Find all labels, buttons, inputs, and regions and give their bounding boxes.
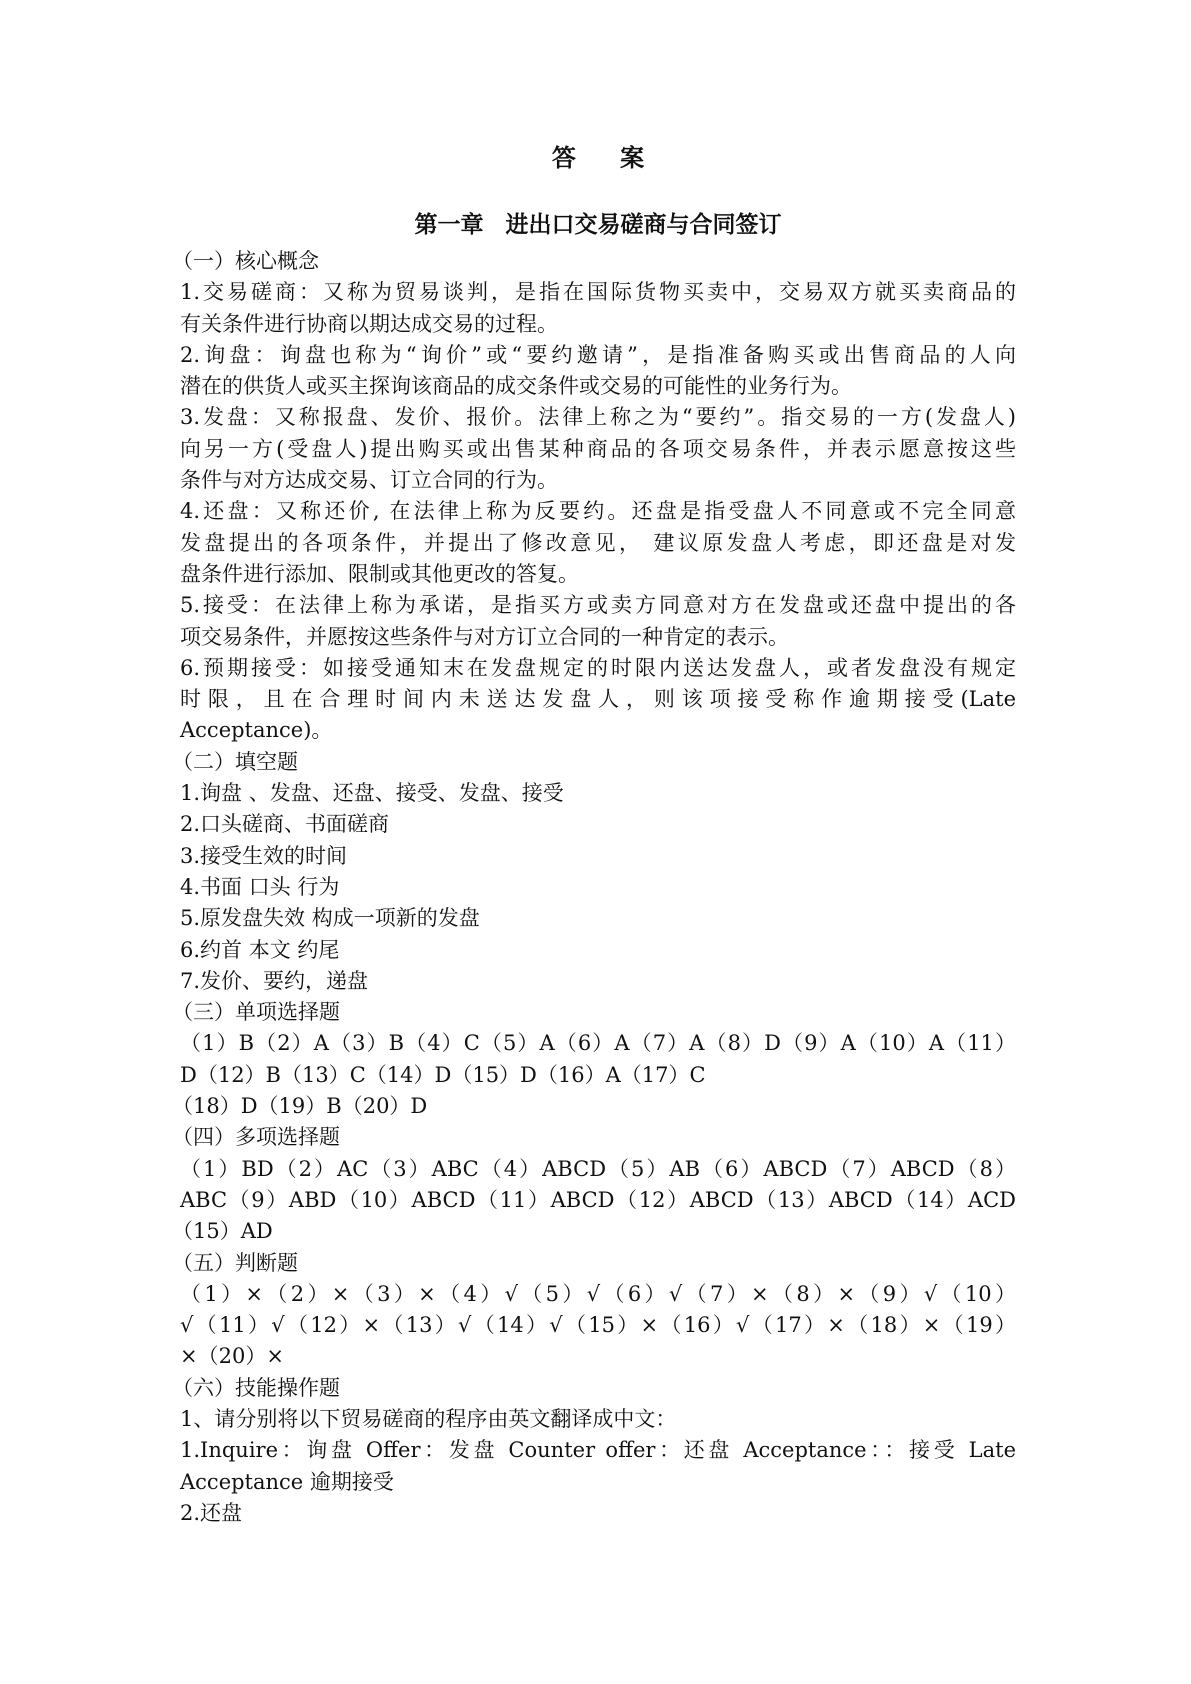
section-heading: （18）D（19）B（20）D <box>172 1094 428 1119</box>
text-line: 4.书面 口头 行为 <box>180 874 340 899</box>
text-line: 6.预期接受：如接受通知末在发盘规定的时限内送达发盘人，或者发盘没有规定 <box>180 655 1016 680</box>
text-line: 4.还盘：又称还价, 在法律上称为反要约。还盘是指受盘人不同意或不完全同意 <box>180 499 1016 524</box>
text-line: 5.原发盘失效 构成一项新的发盘 <box>180 906 480 931</box>
text-line: 3.发盘：又称报盘、发价、报价。法律上称之为“要约”。指交易的一方(发盘人) <box>180 405 1017 430</box>
text-line: （1）×（2）×（3）×（4）√（5）√（6）√（7）×（8）×（9）√（10） <box>180 1281 1016 1306</box>
section-heading: （二）填空题 <box>172 749 298 774</box>
document-body <box>172 246 1017 1529</box>
text-line: 1、请分别将以下贸易磋商的程序由英文翻译成中文： <box>180 1406 677 1431</box>
text-line: 项交易条件，并愿按这些条件与对方订立合同的一种肯定的表示。 <box>180 624 789 649</box>
text-line: 6.约首 本文 约尾 <box>180 937 340 962</box>
text-line: 条件与对方达成交易、订立合同的行为。 <box>180 468 558 493</box>
section-heading: （15）AD <box>172 1219 273 1244</box>
section-heading: （三）单项选择题 <box>172 1000 340 1025</box>
section-heading: （四）多项选择题 <box>172 1125 340 1150</box>
text-line: 2.口头磋商、书面磋商 <box>180 812 390 837</box>
text-line: 3.接受生效的时间 <box>180 843 348 868</box>
text-line: 1.交易磋商：又称为贸易谈判，是指在国际货物买卖中，交易双方就买卖商品的 <box>180 280 1016 305</box>
text-line: （1）B（2）A（3）B（4）C（5）A（6）A（7）A（8）D（9）A（10）A（11） <box>180 1031 1016 1056</box>
text-line: 1.Inquire：询盘 Offer：发盘 Counter offer：还盘 Acceptance：：接受 Late <box>180 1438 1016 1463</box>
chapter-title: 第一章 进出口交易磋商与合同签订 <box>414 211 782 238</box>
section-heading: （五）判断题 <box>172 1250 298 1275</box>
text-line: （1）BD（2）AC（3）ABC（4）ABCD（5）AB（6）ABCD（7）ABCD（8） <box>180 1156 1016 1181</box>
section-heading: （一）核心概念 <box>172 249 319 273</box>
document-title: 答 案 <box>551 143 663 172</box>
text-line: Acceptance 逾期接受 <box>180 1469 394 1494</box>
text-line: 7.发价、要约，递盘 <box>180 968 369 993</box>
text-line: 时限，且在合理时间内未送达发盘人，则该项接受称作逾期接受(Late <box>180 687 1016 712</box>
text-line: 1.询盘 、发盘、还盘、接受、发盘、接受 <box>180 781 564 806</box>
text-line: Acceptance)。 <box>180 718 333 743</box>
text-line: 盘条件进行添加、限制或其他更改的答复。 <box>180 561 579 586</box>
text-line: 有关条件进行协商以期达成交易的过程。 <box>180 311 558 336</box>
text-line: √（11）√（12）×（13）√（14）√（15）×（16）√（17）×（18）×（19） <box>180 1313 1016 1338</box>
section-heading: （六）技能操作题 <box>172 1375 340 1400</box>
text-line: 发盘提出的各项条件，并提出了修改意见， 建议原发盘人考虑，即还盘是对发 <box>180 530 1016 555</box>
text-line: D（12）B（13）C（14）D（15）D（16）A（17）C <box>180 1062 706 1087</box>
text-line: ×（20）× <box>180 1344 284 1369</box>
document-page <box>172 138 1017 1529</box>
text-line: 2.询盘：询盘也称为“询价”或“要约邀请”，是指准备购买或出售商品的人向 <box>180 342 1016 367</box>
text-line: 潜在的供货人或买主探询该商品的成交条件或交易的可能性的业务行为。 <box>180 374 852 399</box>
text-line: 2.还盘 <box>180 1500 243 1525</box>
text-line: 5.接受：在法律上称为承诺，是指买方或卖方同意对方在发盘或还盘中提出的各 <box>180 593 1016 618</box>
text-line: ABC（9）ABD（10）ABCD（11）ABCD（12）ABCD（13）ABCD（14）ACD <box>180 1187 1016 1212</box>
text-line: 向另一方(受盘人)提出购买或出售某种商品的各项交易条件，并表示愿意按这些 <box>180 436 1016 461</box>
